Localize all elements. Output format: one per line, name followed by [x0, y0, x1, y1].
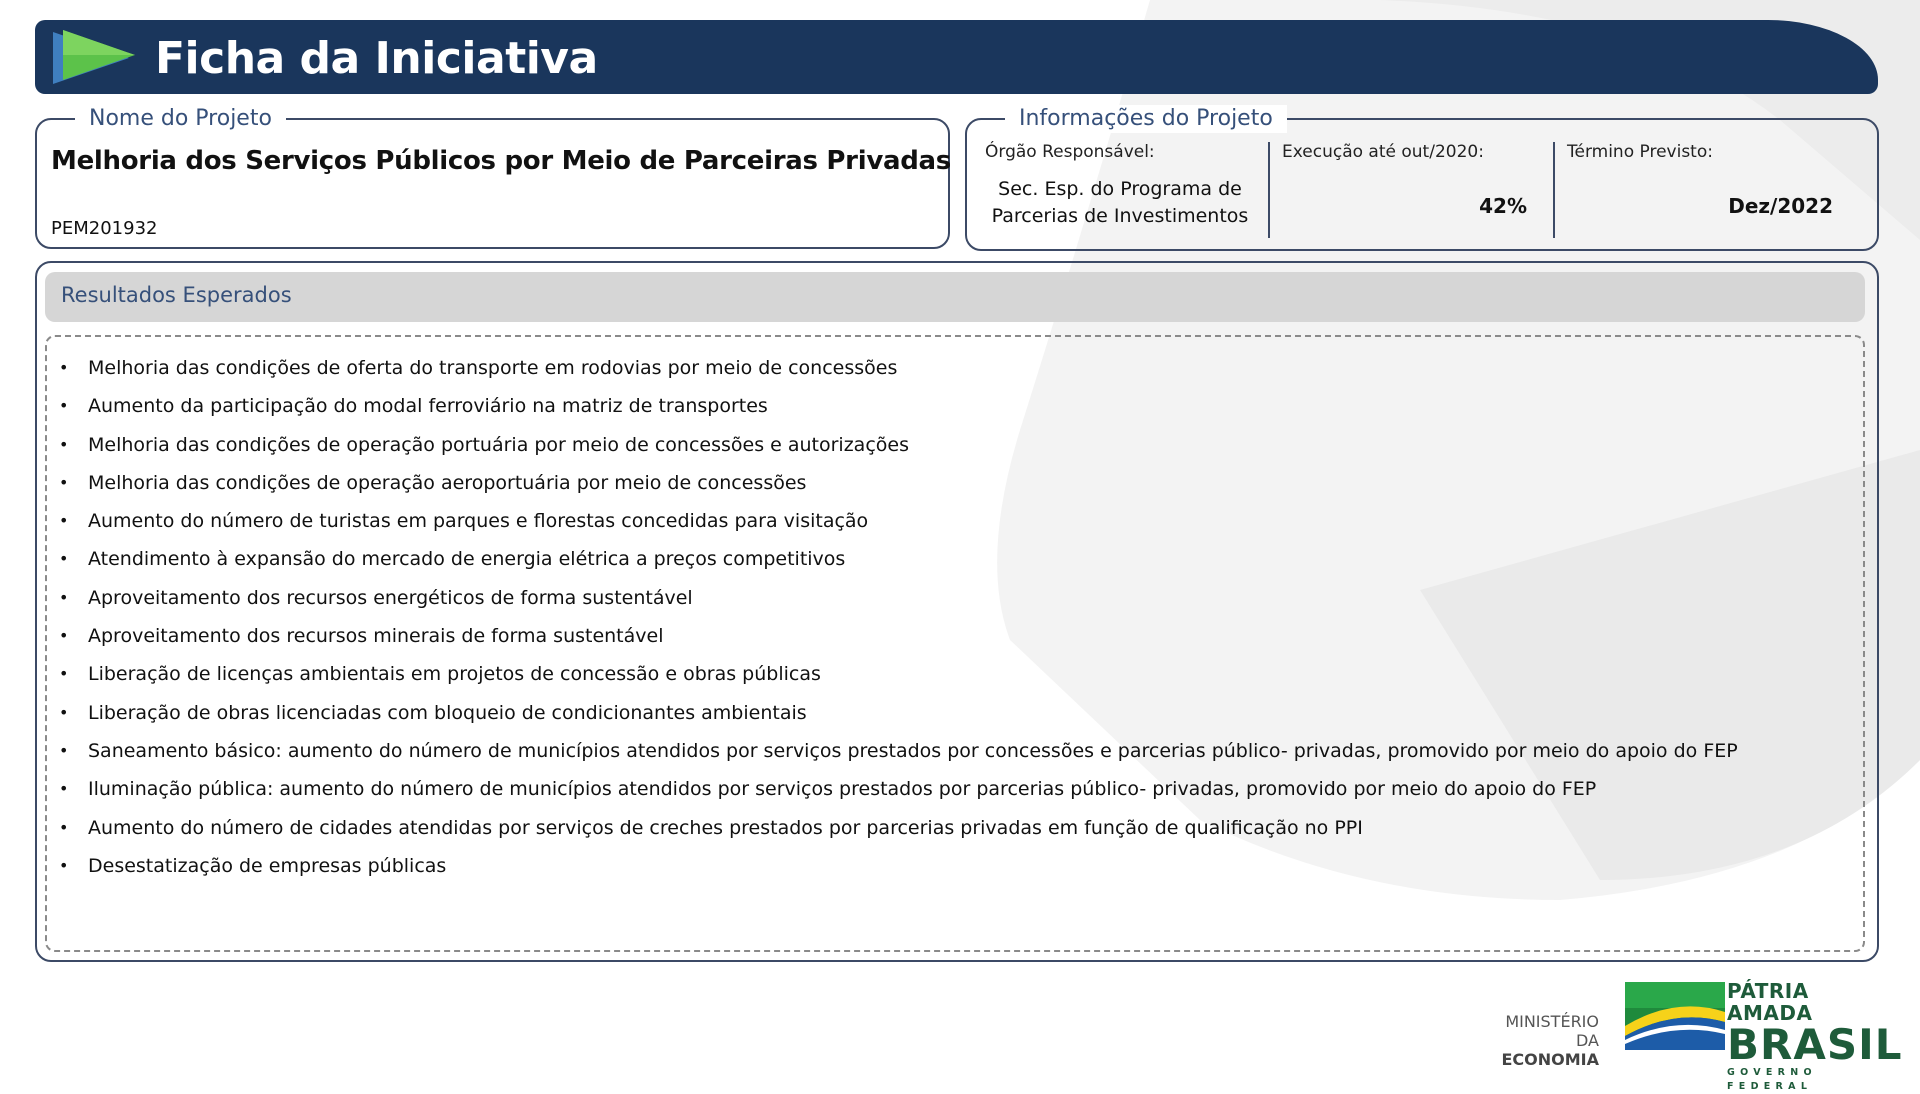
list-item	[57, 579, 1738, 617]
play-arrow-icon	[49, 28, 139, 88]
project-title: Melhoria dos Serviços Públicos por Meio de Parceiras Privadas	[51, 146, 951, 176]
list-item-text: Aproveitamento dos recursos minerais de forma sustentável	[88, 625, 664, 648]
patria-amada-brasil-logo	[1727, 979, 1903, 1094]
bullet-icon: •	[59, 817, 69, 837]
bullet-icon: •	[59, 511, 69, 531]
list-item-text: Desestatização de empresas públicas	[88, 854, 447, 877]
header-bar	[35, 20, 1878, 94]
list-item-text: Melhoria das condições de operação aeroportuária por meio de concessões	[88, 471, 807, 494]
list-item	[57, 387, 1738, 425]
organ-label: Órgão Responsável:	[985, 142, 1155, 162]
project-code: PEM201932	[51, 218, 158, 239]
bullet-icon: •	[59, 434, 69, 454]
list-item-text: Aumento do número de turistas em parques e florestas concedidas para visitação	[88, 510, 869, 533]
ministry-line1: MINISTÉRIO DA	[1505, 1012, 1599, 1050]
project-name-box	[35, 106, 951, 249]
bullet-icon: •	[59, 779, 69, 799]
list-item	[57, 349, 1738, 387]
project-info-legend: Informações do Projeto	[1005, 105, 1287, 133]
bullet-icon: •	[59, 702, 69, 722]
list-item-text: Saneamento básico: aumento do número de municípios atendidos por serviços prestados por concessões e parcerias público- privadas, promovido por meio do apoio do FEP	[88, 739, 1738, 762]
bullet-icon: •	[59, 855, 69, 875]
end-date-value: Dez/2022	[1728, 194, 1833, 218]
bullet-icon: •	[59, 549, 69, 569]
project-name-legend: Nome do Projeto	[75, 105, 286, 133]
list-item	[57, 809, 1738, 847]
list-item	[57, 502, 1738, 540]
ministry-line2: ECONOMIA	[1501, 1050, 1599, 1069]
list-item	[57, 617, 1738, 655]
expected-results-list	[57, 349, 1738, 885]
list-item-text: Aproveitamento dos recursos energéticos de forma sustentável	[88, 586, 693, 609]
organ-value-line2: Parcerias de Investimentos	[991, 205, 1249, 227]
execution-column	[1268, 142, 1537, 238]
list-item-text: Melhoria das condições de operação portuária por meio de concessões e autorizações	[88, 433, 909, 456]
brazil-flag-logo	[1625, 982, 1725, 1050]
end-date-column	[1553, 142, 1861, 238]
bullet-icon: •	[59, 664, 69, 684]
list-item-text: Iluminação pública: aumento do número de municípios atendidos por serviços prestados por parcerias público- privadas, promovido por meio do apoio do FEP	[88, 778, 1597, 801]
list-item	[57, 694, 1738, 732]
list-item	[57, 655, 1738, 693]
bullet-icon: •	[59, 472, 69, 492]
expected-results-header	[45, 272, 1865, 322]
end-date-label: Término Previsto:	[1567, 142, 1713, 162]
list-item-text: Melhoria das condições de oferta do transporte em rodovias por meio de concessões	[88, 357, 898, 379]
list-item	[57, 540, 1738, 578]
organ-column	[985, 142, 1253, 238]
ministry-logo-text	[1479, 1012, 1599, 1069]
list-item-text: Aumento do número de cidades atendidas por serviços de creches prestados por parcerias privadas em função de qualificação no PPI	[88, 816, 1363, 839]
bullet-icon: •	[59, 626, 69, 646]
bullet-icon: •	[59, 740, 69, 760]
expected-results-list-area	[45, 335, 1865, 952]
organ-value	[985, 176, 1255, 230]
brand-line2: BRASIL	[1727, 1020, 1903, 1069]
project-info-box	[965, 106, 1879, 251]
list-item	[57, 770, 1738, 808]
list-item-text: Liberação de licenças ambientais em projetos de concessão e obras públicas	[88, 663, 821, 686]
bullet-icon: •	[59, 396, 69, 416]
list-item	[57, 847, 1738, 885]
expected-results-box	[35, 261, 1879, 962]
list-item	[57, 426, 1738, 464]
brand-line1: PÁTRIA AMADA	[1727, 979, 1813, 1025]
list-item-text: Atendimento à expansão do mercado de energia elétrica a preços competitivos	[88, 548, 846, 571]
bullet-icon: •	[59, 358, 69, 377]
brand-line3: GOVERNO FEDERAL	[1727, 1067, 1817, 1092]
bullet-icon: •	[59, 587, 69, 607]
list-item-text: Liberação de obras licenciadas com bloqueio de condicionantes ambientais	[88, 701, 807, 724]
execution-label: Execução até out/2020:	[1282, 142, 1484, 162]
execution-value: 42%	[1479, 194, 1527, 218]
page-title: Ficha da Iniciativa	[155, 33, 598, 84]
organ-value-line1: Sec. Esp. do Programa de	[998, 178, 1242, 200]
list-item	[57, 464, 1738, 502]
expected-results-title: Resultados Esperados	[61, 283, 292, 307]
list-item	[57, 732, 1738, 770]
list-item-text: Aumento da participação do modal ferroviário na matriz de transportes	[88, 395, 768, 418]
